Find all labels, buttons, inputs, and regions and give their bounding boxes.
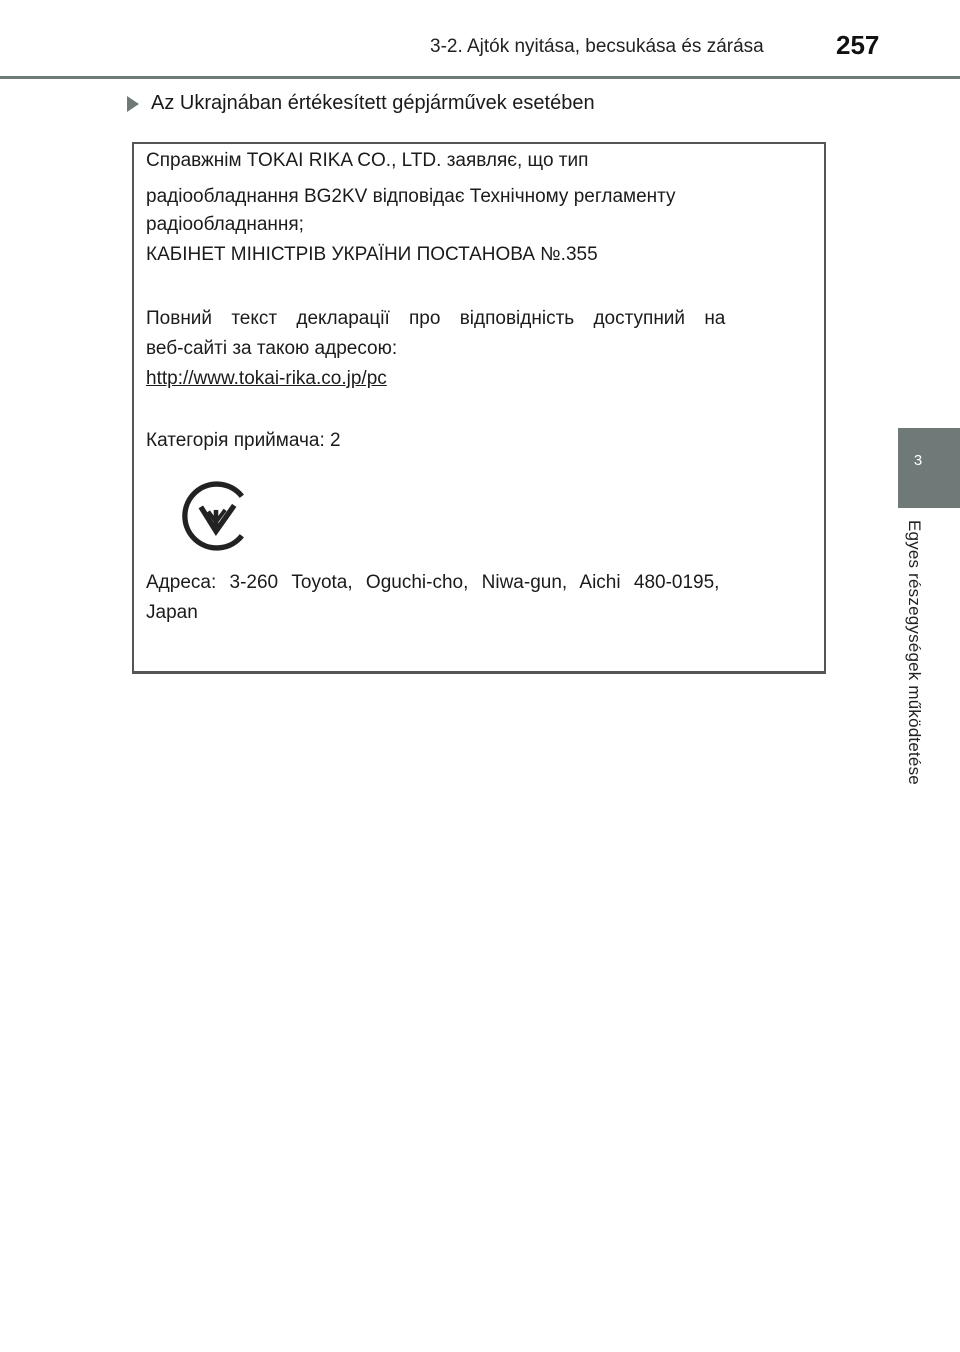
declaration-line: радіообладнання BG2KV відповідає Технічному регламенту [146, 186, 676, 207]
chapter-number: 3 [913, 452, 923, 469]
triangle-bullet-icon [127, 96, 139, 112]
declaration-line: Повний текст декларації про відповідність доступний на [146, 308, 726, 329]
chapter-title: Egyes részegységek működtetése [905, 520, 924, 785]
declaration-line: Категорія приймача: 2 [146, 430, 341, 451]
declaration-line: радіообладнання; [146, 214, 304, 235]
declaration-url[interactable]: http://www.tokai-rika.co.jp/pc [146, 368, 387, 389]
bullet-heading [127, 92, 595, 115]
chapter-tab [898, 428, 960, 508]
bullet-heading-text: Az Ukrajnában értékesített gépjárművek esetében [151, 92, 595, 114]
header-rule [0, 76, 960, 79]
page-number: 257 [836, 30, 880, 60]
declaration-address: Адреса: 3-260 Toyota, Oguchi-cho, Niwa-gun, Aichi 480-0195, [146, 572, 720, 593]
declaration-line: КАБІНЕТ МІНІСТРІВ УКРАЇНИ ПОСТАНОВА №.355 [146, 244, 598, 265]
declaration-box [132, 142, 826, 674]
declaration-line: веб-сайті за такою адресою: [146, 338, 398, 359]
section-title: 3-2. Ajtók nyitása, becsukása és zárása [430, 36, 764, 57]
ukrainian-conformity-mark-icon [178, 478, 254, 554]
declaration-address-country: Japan [146, 602, 198, 623]
declaration-line: Справжнім TOKAI RIKA CO., LTD. заявляє, що тип [146, 150, 589, 171]
